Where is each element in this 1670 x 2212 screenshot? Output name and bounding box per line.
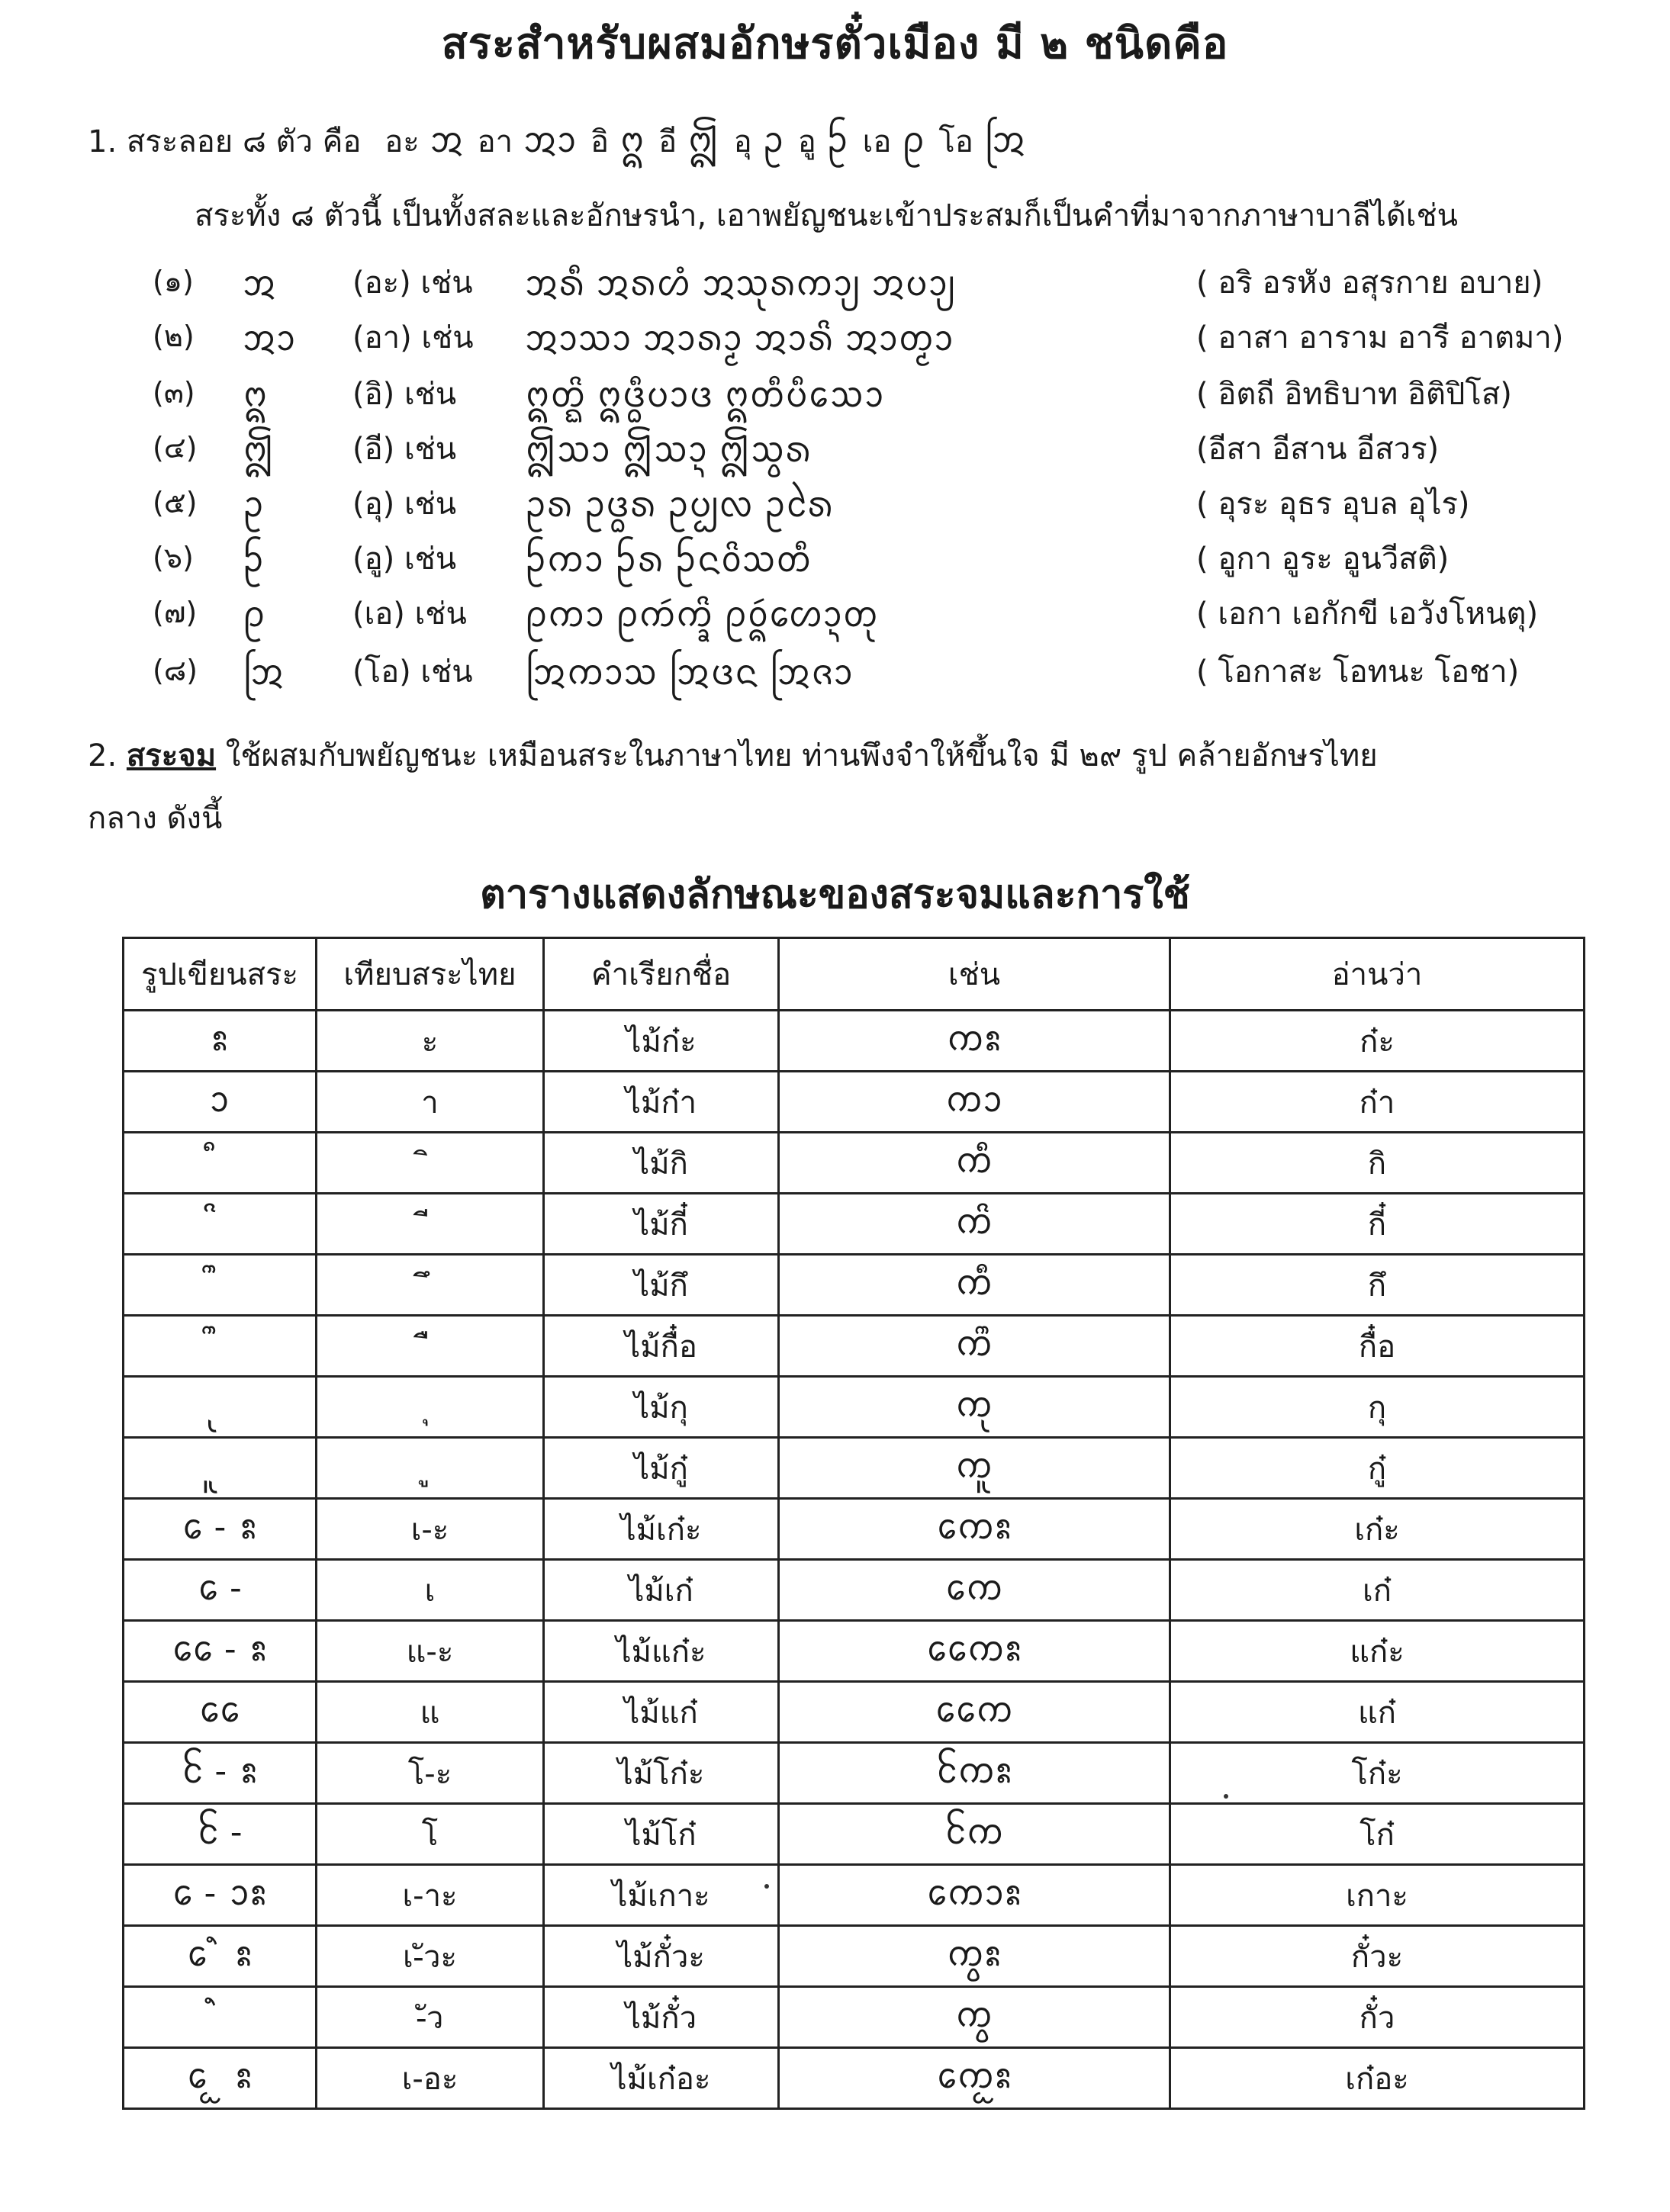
example-lanna-words: ᩎᩈᩣ ᩎᩈᩣ᩠ᨶ ᩎᩈ᩠ᩅᩁ xyxy=(525,429,812,470)
table-row xyxy=(124,2048,1585,2109)
cell-vowel-name: ไม้เก๋ xyxy=(544,1560,779,1621)
cell-reading: เกาะ xyxy=(1170,1865,1585,1926)
cell-vowel-name: ไม้เกาะ xyxy=(544,1865,779,1926)
cell-vowel-name: ไม้แก๋ xyxy=(544,1682,779,1743)
example-lanna-vowel: ᩋᩣ xyxy=(243,317,296,358)
cell-reading: กุ xyxy=(1170,1377,1585,1438)
table-header-row xyxy=(124,938,1585,1011)
vowel-lanna-glyph: ᩋᩣ xyxy=(523,119,578,160)
cell-vowel-form: ᩮ ᩫ ᩡ xyxy=(124,1926,317,1987)
table-row xyxy=(124,1133,1585,1194)
vowel-lanna-glyph: ᩐ xyxy=(826,119,849,160)
table-row xyxy=(124,1072,1585,1133)
cell-reading: แก๋ xyxy=(1170,1682,1585,1743)
example-number: (๘) xyxy=(153,654,198,687)
cell-reading: กั๋วะ xyxy=(1170,1926,1585,1987)
table-row xyxy=(124,1621,1585,1682)
table-title: ตารางแสดงลักษณะของสระจมและการใช้ xyxy=(480,872,1190,918)
cell-example: ᨠᩩ xyxy=(779,1377,1170,1438)
example-reading: ( อาสา อาราม อารี อาตมา) xyxy=(1196,320,1564,355)
cell-vowel-form xyxy=(124,1133,317,1194)
example-lanna-words: ᩋᩁᩥ ᩋᩁᩉᩴ ᩋᩈᩩᩁᨠᩣ᩠ᨿ ᩋᨷᩣ᩠ᨿ xyxy=(525,262,956,304)
example-reading: ( อิตถี อิทธิบาท อิติปิโส) xyxy=(1196,377,1512,412)
example-reading: ( เอกา เอกักขี เอวังโหนตุ) xyxy=(1196,596,1539,632)
cell-thai-vowel: แ-ะ xyxy=(317,1621,544,1682)
example-reading: ( อูกา อูระ อูนวีสติ) xyxy=(1196,542,1450,577)
cell-vowel-form: ᩮ - xyxy=(124,1560,317,1621)
cell-example: ᩯᨠᩡ xyxy=(779,1621,1170,1682)
cell-example: ᩮᨠᩡ xyxy=(779,1499,1170,1560)
section2-text: ใช้ผสมกับพยัญชนะ เหมือนสระในภาษาไทย ท่านพึงจำให้ขึ้นใจ มี ๒๙ รูป คล้ายอักษรไทย xyxy=(225,738,1378,773)
cell-vowel-form xyxy=(124,1255,317,1316)
cell-vowel-form: ᩡ xyxy=(124,1011,317,1072)
section2-number: 2. xyxy=(88,738,117,773)
vowel-lanna-glyph: ᩍ xyxy=(619,119,645,160)
cell-vowel-name: ไม้กื๋อ xyxy=(544,1316,779,1377)
table-row xyxy=(124,1682,1585,1743)
cell-vowel-form: ᩯ - ᩡ xyxy=(124,1621,317,1682)
example-lanna-vowel: ᩋ xyxy=(243,262,276,304)
table-row xyxy=(124,1560,1585,1621)
cell-thai-vowel: เ-าะ xyxy=(317,1865,544,1926)
cell-example: ᨠᩧ xyxy=(779,1255,1170,1316)
example-label: (อี) เช่น xyxy=(352,432,457,467)
example-lanna-words: ᩏᩁ ᩏᨴ᩠ᨵᩁ ᩏᨷ᩠ᨷᩃ ᩏᩁᩱ xyxy=(525,484,834,525)
cell-reading: เก๋อะ xyxy=(1170,2048,1585,2109)
cell-vowel-form xyxy=(124,1194,317,1255)
cell-reading: ก๋า xyxy=(1170,1072,1585,1133)
cell-reading: กู๋ xyxy=(1170,1438,1585,1499)
section2-text-continued: กลาง ดังนี้ xyxy=(88,801,223,836)
vowel-thai-label: อา xyxy=(477,124,513,159)
vowel-lanna-glyph: ᩎ xyxy=(687,119,720,160)
cell-vowel-name: ไม้กึ xyxy=(544,1255,779,1316)
section1-vowel-list xyxy=(88,114,1026,170)
cell-vowel-name: ไม้กี๋ xyxy=(544,1194,779,1255)
vowel-thai-label: โอ xyxy=(938,124,973,159)
example-lanna-vowel: ᩍ xyxy=(243,374,269,415)
cell-vowel-name: ไม้กั๋วะ xyxy=(544,1926,779,1987)
table-row xyxy=(124,1377,1585,1438)
cell-vowel-form: ᩮ - ᩡ xyxy=(124,1499,317,1560)
example-number: (๔) xyxy=(153,431,198,465)
cell-thai-vowel xyxy=(317,1255,544,1316)
example-label: (อะ) เช่น xyxy=(352,265,473,301)
example-label: (อู) เช่น xyxy=(352,542,457,577)
cell-thai-vowel: -ัว xyxy=(317,1987,544,2048)
example-lanna-words: ᩐᨠᩣ ᩐᩁ ᩐᨶᩅᩦᩈᨲᩥ xyxy=(525,539,812,580)
cell-vowel-name: ไม้กั๋ว xyxy=(544,1987,779,2048)
table-row xyxy=(124,1438,1585,1499)
header-thai: เทียบสระไทย xyxy=(317,938,544,1011)
table-body xyxy=(124,1011,1585,2109)
example-lanna-vowel: ᩐ xyxy=(243,539,265,580)
cell-reading: โก๋ xyxy=(1170,1804,1585,1865)
table-row xyxy=(124,1316,1585,1377)
cell-vowel-form xyxy=(124,1316,317,1377)
cell-vowel-name: ไม้กิ xyxy=(544,1133,779,1194)
cell-example: ᩯᨠ xyxy=(779,1682,1170,1743)
example-number: (๕) xyxy=(153,486,198,519)
example-label: (อุ) เช่น xyxy=(352,487,457,522)
example-reading: (อีสา อีสาน อีสวร) xyxy=(1196,432,1440,467)
header-reading: อ่านว่า xyxy=(1170,938,1585,1011)
cell-example: ᨠ᩠ᩅᩡ xyxy=(779,1926,1170,1987)
vowel-thai-label: อี xyxy=(658,124,677,159)
cell-reading: กั๋ว xyxy=(1170,1987,1585,2048)
cell-thai-vowel: เ xyxy=(317,1560,544,1621)
cell-thai-vowel: โ-ะ xyxy=(317,1743,544,1804)
example-label: (อา) เช่น xyxy=(352,320,474,355)
example-lanna-words: ᩒᨠᩣᩈ ᩒᨴᨶ ᩒᨩᩣ xyxy=(525,651,854,693)
vowel-thai-label: อิ xyxy=(590,124,610,159)
cell-example: ᨠᩣ xyxy=(779,1072,1170,1133)
vowel-lanna-glyph: ᩏ xyxy=(762,119,784,160)
example-lanna-vowel: ᩏ xyxy=(243,484,265,525)
example-reading: ( อุระ อุธร อุบล อุไร) xyxy=(1196,487,1470,522)
cell-reading: กี๋ xyxy=(1170,1194,1585,1255)
example-number: (๓) xyxy=(153,376,195,410)
cell-reading: เก๋ xyxy=(1170,1560,1585,1621)
example-lanna-words: ᩍᨲ᩠ᨳᩦ ᩍᨴ᩠ᨵᩥᨷᩣᨴ ᩍᨲᩥᨷᩥᩈᩮᩣ xyxy=(525,374,885,415)
vowel-lanna-glyph: ᩋ xyxy=(430,119,464,160)
cell-reading: กื๋อ xyxy=(1170,1316,1585,1377)
table-row xyxy=(124,1255,1585,1316)
example-label: (โอ) เช่น xyxy=(352,654,473,690)
section1-lead: 1. สระลอย ๘ ตัว คือ xyxy=(88,124,362,159)
table-row xyxy=(124,1865,1585,1926)
cell-vowel-form: ᩮ - ᩣᩡ xyxy=(124,1865,317,1926)
cell-example: ᨠᩨ xyxy=(779,1316,1170,1377)
header-form: รูปเขียนสระ xyxy=(124,938,317,1011)
table-row xyxy=(124,1743,1585,1804)
cell-thai-vowel: โ xyxy=(317,1804,544,1865)
cell-vowel-name: ไม้โก๋ xyxy=(544,1804,779,1865)
cell-vowel-form xyxy=(124,1987,317,2048)
example-lanna-vowel: ᩎ xyxy=(243,429,275,470)
cell-example: ᩮᨠᩬᩡ xyxy=(779,2048,1170,2109)
cell-reading: กึ xyxy=(1170,1255,1585,1316)
vowel-inline-list xyxy=(371,119,1026,160)
page-title: สระสำหรับผสมอักษรตั๋วเมือง มี ๒ ชนิดคือ xyxy=(441,19,1229,69)
cell-thai-vowel: แ xyxy=(317,1682,544,1743)
section1-note: สระทั้ง ๘ ตัวนี้ เป็นทั้งสละและอักษรนำ, เอาพยัญชนะเข้าประสมก็เป็นคำที่มาจากภาษาบาลีได้เช่น xyxy=(195,198,1458,233)
cell-reading: เก๋ะ xyxy=(1170,1499,1585,1560)
cell-thai-vowel: า xyxy=(317,1072,544,1133)
cell-thai-vowel: เ-อะ xyxy=(317,2048,544,2109)
cell-thai-vowel: เ-ัวะ xyxy=(317,1926,544,1987)
cell-vowel-name: ไม้ก๋า xyxy=(544,1072,779,1133)
example-number: (๗) xyxy=(153,596,198,629)
cell-example: ᩮᨠ xyxy=(779,1560,1170,1621)
vowel-thai-label: เอ xyxy=(862,124,892,159)
section2-term: สระจม xyxy=(126,738,217,773)
example-label: (เอ) เช่น xyxy=(352,596,467,632)
example-number: (๖) xyxy=(153,541,194,574)
vowel-table xyxy=(122,937,1585,2110)
cell-reading: ก๋ะ xyxy=(1170,1011,1585,1072)
header-example: เช่น xyxy=(779,938,1170,1011)
cell-example: ᩰᨠᩡ xyxy=(779,1743,1170,1804)
cell-vowel-name: ไม้ก๋ะ xyxy=(544,1011,779,1072)
table-row xyxy=(124,1499,1585,1560)
example-number: (๑) xyxy=(153,265,194,298)
example-lanna-words: ᩋᩣᩈᩣ ᩋᩣᩁᩣ᩠ᨾ ᩋᩣᩁᩦ ᩋᩣᨲ᩠ᨾᩣ xyxy=(525,317,954,358)
cell-vowel-name: ไม้เก๋ะ xyxy=(544,1499,779,1560)
cell-example: ᨠᩡ xyxy=(779,1011,1170,1072)
cell-thai-vowel xyxy=(317,1377,544,1438)
table-row xyxy=(124,1804,1585,1865)
scan-speck xyxy=(1224,1794,1228,1799)
vowel-thai-label: อู xyxy=(797,124,816,159)
cell-example: ᩰᨠ xyxy=(779,1804,1170,1865)
cell-vowel-form: ᩯ xyxy=(124,1682,317,1743)
cell-example: ᨠᩦ xyxy=(779,1194,1170,1255)
cell-vowel-form xyxy=(124,1377,317,1438)
cell-vowel-name: ไม้โก๋ะ xyxy=(544,1743,779,1804)
cell-example: ᨠᩪ xyxy=(779,1438,1170,1499)
example-number: (๒) xyxy=(153,320,195,353)
table-row xyxy=(124,1987,1585,2048)
cell-reading: แก๋ะ xyxy=(1170,1621,1585,1682)
cell-example: ᩮᨠᩣᩡ xyxy=(779,1865,1170,1926)
vowel-lanna-glyph: ᩑ xyxy=(902,119,925,160)
example-reading: ( โอกาสะ โอทนะ โอชา) xyxy=(1196,654,1520,690)
cell-example: ᨠᩥ xyxy=(779,1133,1170,1194)
vowel-lanna-glyph: ᩒ xyxy=(983,119,1026,160)
vowel-thai-label: อะ xyxy=(385,124,420,159)
header-name: คำเรียกชื่อ xyxy=(544,938,779,1011)
cell-reading: โก๋ะ xyxy=(1170,1743,1585,1804)
cell-vowel-form: ᩰ - xyxy=(124,1804,317,1865)
cell-vowel-name: ไม้แก๋ะ xyxy=(544,1621,779,1682)
table-row xyxy=(124,1926,1585,1987)
vowel-thai-label: อุ xyxy=(733,124,752,159)
cell-thai-vowel xyxy=(317,1194,544,1255)
cell-vowel-name: ไม้เก๋อะ xyxy=(544,2048,779,2109)
cell-thai-vowel xyxy=(317,1133,544,1194)
cell-vowel-name: ไม้กู๋ xyxy=(544,1438,779,1499)
cell-thai-vowel: ะ xyxy=(317,1011,544,1072)
example-lanna-vowel: ᩒ xyxy=(243,651,285,693)
example-reading: ( อริ อรหัง อสุรกาย อบาย) xyxy=(1196,265,1543,301)
section2-paragraph xyxy=(88,731,1378,780)
scan-speck xyxy=(764,1884,769,1889)
cell-vowel-form xyxy=(124,1438,317,1499)
example-label: (อิ) เช่น xyxy=(352,377,457,412)
cell-example: ᨠ᩠ᩅ xyxy=(779,1987,1170,2048)
table-row xyxy=(124,1011,1585,1072)
example-lanna-words: ᩑᨠᩣ ᩑᨠᩢᨠ᩠ᨡᩦ ᩑᩅᩢ᩠ᨦᩉᩮᩣ᩠ᨶᨲᩩ xyxy=(525,593,879,635)
cell-vowel-form: ᩣ xyxy=(124,1072,317,1133)
cell-thai-vowel xyxy=(317,1316,544,1377)
example-lanna-vowel: ᩑ xyxy=(243,593,266,635)
cell-vowel-form: ᩰ - ᩡ xyxy=(124,1743,317,1804)
cell-thai-vowel xyxy=(317,1438,544,1499)
cell-vowel-form: ᩮ ᩬ ᩡ xyxy=(124,2048,317,2109)
table-row xyxy=(124,1194,1585,1255)
cell-reading: กิ xyxy=(1170,1133,1585,1194)
cell-vowel-name: ไม้กุ xyxy=(544,1377,779,1438)
cell-thai-vowel: เ-ะ xyxy=(317,1499,544,1560)
